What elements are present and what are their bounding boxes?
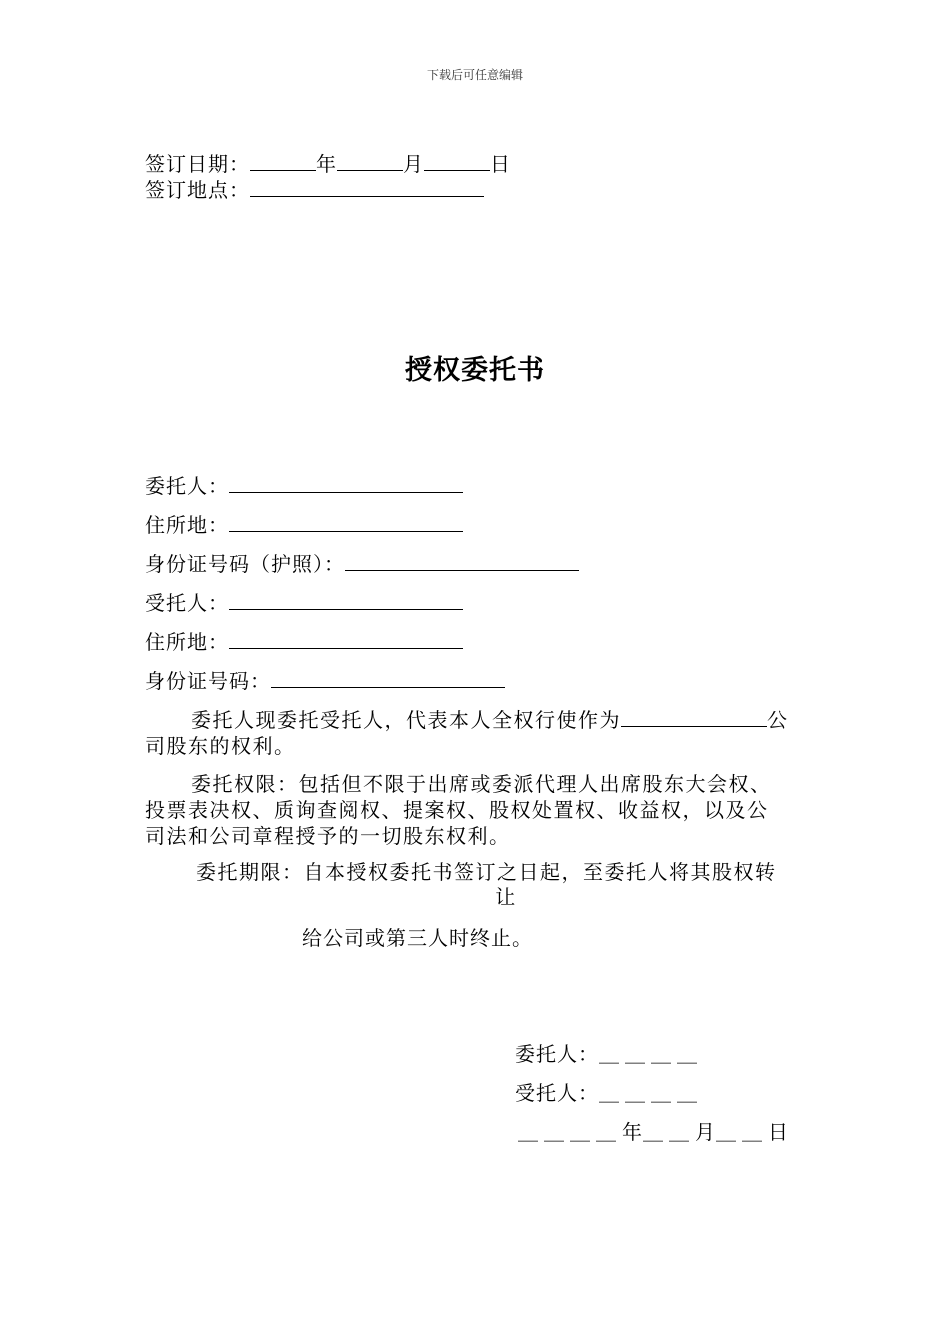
signature-principal-blank[interactable]: ＿＿＿＿ [599,1042,703,1066]
signing-day-label: 日 [490,152,511,176]
paragraph-entrust-line-1 [145,706,807,733]
signature-agent-line [515,1081,703,1105]
signing-place-line [145,176,484,202]
signature-principal-label: 委托人： [515,1042,599,1066]
principal-address-line [145,511,463,537]
agent-address-label: 住所地： [145,630,229,654]
principal-id-blank[interactable] [345,550,579,571]
paragraph-scope-line-3: 司法和公司章程授予的一切股东权利。 [145,824,511,848]
principal-blank[interactable] [229,472,463,493]
signature-day-blank[interactable]: ＿＿ [716,1120,768,1144]
signing-year-blank[interactable] [250,150,316,171]
agent-label: 受托人： [145,591,229,615]
agent-address-blank[interactable] [229,628,463,649]
agent-line [145,589,463,615]
signing-date-line [145,150,511,176]
paragraph-scope-line-2: 投票表决权、质询查阅权、提案权、股权处置权、收益权，以及公 [145,798,769,822]
signature-year-label: 年 [622,1120,643,1144]
signature-year-blank[interactable]: ＿＿＿＿ [518,1120,622,1144]
signing-place-blank[interactable] [250,176,484,197]
signing-date-label: 签订日期： [145,152,250,176]
principal-address-blank[interactable] [229,511,463,532]
agent-address-line [145,628,463,654]
document-title: 授权委托书 [405,355,545,386]
signing-day-blank[interactable] [424,150,490,171]
paragraph-term-line-1: 委托期限：自本授权委托书签订之日起，至委托人将其股权转 [196,860,777,884]
principal-line [145,472,463,498]
paragraph-term [196,860,816,910]
paragraph-entrust [145,706,807,759]
signature-month-blank[interactable]: ＿＿ [643,1120,695,1144]
agent-id-line [145,667,505,693]
signature-date-line [518,1120,789,1144]
principal-id-label: 身份证号码（护照）： [145,552,345,576]
paragraph-entrust-text-b: 公 [767,708,789,732]
agent-blank[interactable] [229,589,463,610]
paragraph-scope [145,771,807,849]
signature-principal-line [515,1042,703,1066]
signature-agent-blank[interactable]: ＿＿＿＿ [599,1081,703,1105]
signature-day-label: 日 [768,1120,789,1144]
paragraph-scope-line-1: 委托权限：包括但不限于出席或委派代理人出席股东大会权、 [191,772,772,796]
paragraph-entrust-text: 委托人现委托受托人，代表本人全权行使作为 [191,708,621,732]
paragraph-term-line-3: 给公司或第三人时终止。 [302,926,533,950]
header-note: 下载后可任意编辑 [426,68,523,82]
company-name-blank[interactable] [621,706,767,727]
agent-id-label: 身份证号码： [145,669,271,693]
principal-label: 委托人： [145,474,229,498]
paragraph-entrust-line-2: 司股东的权利。 [145,734,296,758]
principal-id-line [145,550,579,576]
signing-month-blank[interactable] [337,150,403,171]
paragraph-term-line-2: 让 [495,885,517,909]
signing-place-label: 签订地点： [145,178,250,202]
signature-month-label: 月 [695,1120,716,1144]
principal-address-label: 住所地： [145,513,229,537]
signature-agent-label: 受托人： [515,1081,599,1105]
signing-month-label: 月 [403,152,424,176]
signing-year-label: 年 [316,152,337,176]
agent-id-blank[interactable] [271,667,505,688]
